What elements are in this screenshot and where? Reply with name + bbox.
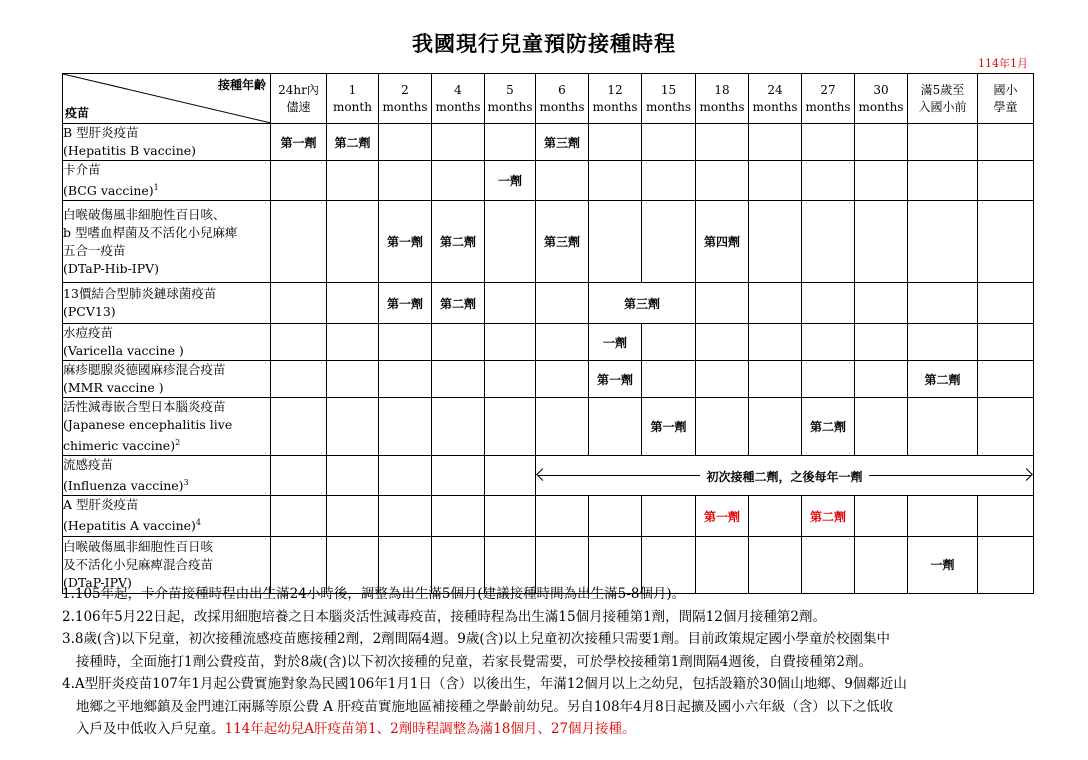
vaccine-row bbox=[63, 496, 1034, 536]
empty-cell bbox=[802, 324, 855, 361]
empty-cell bbox=[749, 398, 802, 456]
empty-cell bbox=[978, 161, 1034, 201]
empty-cell bbox=[855, 201, 908, 283]
dose-cell: 第二劑 bbox=[802, 496, 855, 536]
dose-cell bbox=[327, 456, 379, 496]
vaccine-name-line: 流感疫苗 bbox=[63, 457, 114, 473]
empty-cell bbox=[432, 361, 485, 398]
vaccine-axis-label: 疫苗 bbox=[65, 106, 90, 120]
empty-cell bbox=[485, 496, 536, 536]
vaccine-name-line: 五合一疫苗 bbox=[63, 242, 126, 258]
vaccine-name-cell bbox=[63, 124, 271, 161]
empty-cell bbox=[432, 161, 485, 201]
empty-cell bbox=[642, 124, 696, 161]
vaccine-name-cell bbox=[63, 283, 271, 324]
hepatitis-a-schedule-change: 114年起幼兒A肝疫苗第1、2劑時程調整為滿18個月、27個月接種。 bbox=[224, 721, 636, 737]
empty-cell bbox=[908, 324, 978, 361]
vaccine-row bbox=[63, 456, 1034, 496]
empty-cell bbox=[379, 496, 432, 536]
age-header: 30 months bbox=[855, 74, 908, 124]
empty-cell bbox=[749, 124, 802, 161]
empty-cell bbox=[589, 201, 642, 283]
empty-cell bbox=[536, 496, 589, 536]
age-header: 國小 學童 bbox=[978, 74, 1034, 124]
empty-cell bbox=[485, 398, 536, 456]
empty-cell bbox=[978, 124, 1034, 161]
vaccine-name-line: 13價結合型肺炎鏈球菌疫苗 bbox=[63, 286, 217, 302]
empty-cell bbox=[432, 124, 485, 161]
vaccine-name-line: (Japanese encephalitis live bbox=[63, 417, 233, 433]
age-header: 6 months bbox=[536, 74, 589, 124]
vaccine-name-line: (Influenza vaccine)$^3$ bbox=[63, 478, 189, 494]
empty-cell bbox=[696, 361, 749, 398]
vaccine-name-line: A 型肝炎疫苗 bbox=[63, 497, 139, 513]
empty-cell bbox=[327, 161, 379, 201]
footnote-2: 2.106年5月22日起，改採用細胞培養之日本腦炎活性減毒疫苗，接種時程為出生滿15個月接種第1劑，間隔12個月接種第2劑。 bbox=[62, 608, 826, 625]
empty-cell bbox=[802, 201, 855, 283]
vaccine-name-line: chimeric vaccine)$^2$ bbox=[63, 438, 181, 454]
empty-cell bbox=[271, 398, 327, 456]
vaccine-name-cell bbox=[63, 361, 271, 398]
empty-cell bbox=[696, 324, 749, 361]
dose-cell: 第二劑 bbox=[802, 398, 855, 456]
vaccine-row bbox=[63, 324, 1034, 361]
empty-cell bbox=[271, 161, 327, 201]
vaccine-row bbox=[63, 161, 1034, 201]
dose-cell: 第二劑 bbox=[432, 283, 485, 324]
age-header: 15 months bbox=[642, 74, 696, 124]
footnote-marker: 1 bbox=[153, 183, 159, 192]
dose-cell: 第三劑 bbox=[536, 201, 589, 283]
footnote-1: 1.105年起，卡介苗接種時程由出生滿24小時後，調整為出生滿5個月(建議接種時間為出生滿5-8個月)。 bbox=[62, 586, 686, 602]
age-header: 27 months bbox=[802, 74, 855, 124]
vaccine-name-line: (DTaP-IPV) bbox=[63, 574, 132, 590]
dose-cell: 第三劑 bbox=[536, 124, 589, 161]
dose-cell: 第二劑 bbox=[908, 361, 978, 398]
vaccine-name-line: 及不活化小兒麻痺混合疫苗 bbox=[63, 556, 214, 572]
empty-cell bbox=[978, 201, 1034, 283]
empty-cell bbox=[379, 361, 432, 398]
age-header: 5 months bbox=[485, 74, 536, 124]
vaccine-name-line: 白喉破傷風非細胞性百日咳 bbox=[63, 538, 214, 554]
revision-date: 114年1月 bbox=[978, 57, 1028, 70]
empty-cell bbox=[432, 496, 485, 536]
empty-cell bbox=[749, 201, 802, 283]
empty-cell bbox=[589, 496, 642, 536]
empty-cell bbox=[589, 161, 642, 201]
empty-cell bbox=[379, 124, 432, 161]
empty-cell bbox=[642, 161, 696, 201]
empty-cell bbox=[589, 398, 642, 456]
empty-cell bbox=[379, 324, 432, 361]
empty-cell bbox=[271, 496, 327, 536]
influenza-span-cell bbox=[536, 456, 1034, 496]
empty-cell bbox=[802, 124, 855, 161]
empty-cell bbox=[642, 201, 696, 283]
vaccine-name-cell bbox=[63, 201, 271, 283]
empty-cell bbox=[978, 283, 1034, 324]
empty-cell bbox=[327, 398, 379, 456]
empty-cell bbox=[978, 496, 1034, 536]
dose-cell: 一劑 bbox=[485, 161, 536, 201]
dose-cell: 第三劑 bbox=[589, 283, 696, 324]
empty-cell bbox=[271, 361, 327, 398]
vaccine-name-line: 麻疹腮腺炎德國麻疹混合疫苗 bbox=[63, 362, 226, 378]
vaccine-name-cell bbox=[63, 496, 271, 536]
age-header: 滿5歲至 入國小前 bbox=[908, 74, 978, 124]
vaccine-name-cell bbox=[63, 161, 271, 201]
empty-cell bbox=[536, 361, 589, 398]
empty-cell bbox=[642, 324, 696, 361]
dose-cell: 第一劑 bbox=[589, 361, 642, 398]
empty-cell bbox=[908, 201, 978, 283]
empty-cell bbox=[642, 496, 696, 536]
empty-cell bbox=[908, 124, 978, 161]
empty-cell bbox=[908, 496, 978, 536]
empty-cell bbox=[536, 324, 589, 361]
vaccine-row bbox=[63, 283, 1034, 324]
empty-cell bbox=[485, 361, 536, 398]
vaccine-name-line: (DTaP-Hib-IPV) bbox=[63, 260, 160, 276]
empty-cell bbox=[855, 398, 908, 456]
empty-cell bbox=[536, 283, 589, 324]
empty-cell bbox=[327, 496, 379, 536]
empty-cell bbox=[696, 161, 749, 201]
empty-cell bbox=[749, 324, 802, 361]
vaccine-name-line: (MMR vaccine ) bbox=[63, 380, 164, 396]
empty-cell bbox=[696, 124, 749, 161]
vaccine-name-line: 白喉破傷風非細胞性百日咳、 bbox=[63, 206, 226, 222]
empty-cell bbox=[642, 361, 696, 398]
vaccination-schedule-table bbox=[62, 73, 1034, 594]
footnote-3: 3.8歲(含)以下兒童，初次接種流感疫苗應接種2劑，2劑間隔4週。9歲(含)以上兒童初次接種只需要1劑。目前政策規定國小學童於校園集中 bbox=[62, 631, 890, 647]
footnote-3-continued: 接種時，全面施打1劑公費疫苗，對於8歲(含)以下初次接種的兒童，若家長覺需要，可於學校接種第1劑間隔4週後，自費接種第2劑。 bbox=[76, 653, 872, 670]
age-header: 12 months bbox=[589, 74, 642, 124]
dose-cell: 第一劑 bbox=[379, 283, 432, 324]
empty-cell bbox=[485, 201, 536, 283]
empty-cell bbox=[978, 324, 1034, 361]
empty-cell bbox=[432, 324, 485, 361]
empty-cell bbox=[485, 324, 536, 361]
empty-cell bbox=[855, 161, 908, 201]
dose-cell bbox=[432, 456, 485, 496]
vaccine-name-cell bbox=[63, 398, 271, 456]
empty-cell bbox=[802, 361, 855, 398]
empty-cell bbox=[271, 283, 327, 324]
vaccine-row bbox=[63, 201, 1034, 283]
vaccine-rows bbox=[63, 124, 1034, 594]
empty-cell bbox=[908, 283, 978, 324]
vaccine-name-line: 水痘疫苗 bbox=[63, 325, 114, 341]
age-header: 4 months bbox=[432, 74, 485, 124]
empty-cell bbox=[485, 283, 536, 324]
dose-cell: 第一劑 bbox=[271, 124, 327, 161]
empty-cell bbox=[536, 398, 589, 456]
dose-cell: 一劑 bbox=[908, 536, 978, 593]
empty-cell bbox=[802, 161, 855, 201]
footnotes bbox=[62, 583, 1042, 741]
dose-cell bbox=[379, 456, 432, 496]
footnote-4: 4.A型肝炎疫苗107年1月起公費實施對象為民國106年1月1日（含）以後出生，年滿12個月以上之幼兒，包括設籍於30個山地鄉、9個鄰近山 bbox=[62, 676, 907, 692]
dose-cell bbox=[485, 456, 536, 496]
empty-cell bbox=[978, 361, 1034, 398]
footnote-4-continued-2: 入戶及中低收入戶兒童。114年起幼兒A肝疫苗第1、2劑時程調整為滿18個月、27個月接種。 bbox=[76, 721, 636, 737]
dose-cell bbox=[271, 456, 327, 496]
footnote-4-continued: 地鄉之平地鄉鎮及金門連江兩縣等原公費 A 肝疫苗實施地區補接種之學齡前幼兒。另自108年4月8日起擴及國小六年級（含）以下之低收 bbox=[76, 698, 894, 715]
page-title: 我國現行兒童預防接種時程 bbox=[412, 31, 676, 56]
vaccine-row bbox=[63, 124, 1034, 161]
empty-cell bbox=[271, 324, 327, 361]
age-header: 18 months bbox=[696, 74, 749, 124]
vaccine-name-cell bbox=[63, 456, 271, 496]
dose-cell: 第四劑 bbox=[696, 201, 749, 283]
empty-cell bbox=[855, 496, 908, 536]
vaccine-name-line: (BCG vaccine)$^1$ bbox=[63, 183, 159, 199]
empty-cell bbox=[696, 398, 749, 456]
empty-cell bbox=[749, 161, 802, 201]
influenza-schedule-text: 初次接種二劑，之後每年一劑 bbox=[700, 470, 868, 484]
empty-cell bbox=[327, 201, 379, 283]
empty-cell bbox=[379, 398, 432, 456]
empty-cell bbox=[432, 398, 485, 456]
empty-cell bbox=[327, 283, 379, 324]
empty-cell bbox=[271, 201, 327, 283]
empty-cell bbox=[749, 361, 802, 398]
vaccine-name-cell bbox=[63, 324, 271, 361]
vaccine-name-line: b 型嗜血桿菌及不活化小兒麻痺 bbox=[63, 224, 238, 240]
empty-cell bbox=[589, 124, 642, 161]
vaccine-name-line: (Hepatitis A vaccine)$^4$ bbox=[63, 518, 201, 534]
age-header: 24hr內 儘速 bbox=[271, 74, 327, 124]
vaccine-name-line: B 型肝炎疫苗 bbox=[63, 125, 139, 140]
dose-cell: 第一劑 bbox=[379, 201, 432, 283]
empty-cell bbox=[978, 398, 1034, 456]
empty-cell bbox=[749, 496, 802, 536]
vaccine-name-line: 活性減毒嵌合型日本腦炎疫苗 bbox=[63, 399, 226, 415]
empty-cell bbox=[855, 361, 908, 398]
age-header: 24 months bbox=[749, 74, 802, 124]
footnote-marker: 3 bbox=[183, 478, 189, 488]
empty-cell bbox=[855, 124, 908, 161]
empty-cell bbox=[749, 283, 802, 324]
dose-cell: 第一劑 bbox=[642, 398, 696, 456]
dose-cell: 一劑 bbox=[589, 324, 642, 361]
empty-cell bbox=[536, 161, 589, 201]
empty-cell bbox=[908, 398, 978, 456]
empty-cell bbox=[485, 124, 536, 161]
vaccine-row bbox=[63, 398, 1034, 456]
dose-cell: 第二劑 bbox=[327, 124, 379, 161]
diagonal-header-cell bbox=[63, 74, 271, 124]
empty-cell bbox=[696, 283, 749, 324]
footnote-marker: 4 bbox=[195, 518, 201, 528]
dose-cell: 第二劑 bbox=[432, 201, 485, 283]
empty-cell bbox=[327, 324, 379, 361]
empty-cell bbox=[908, 161, 978, 201]
vaccine-name-line: 卡介苗 bbox=[63, 162, 101, 177]
vaccine-row bbox=[63, 361, 1034, 398]
footnote-marker: 2 bbox=[175, 438, 181, 448]
age-header: 1 month bbox=[327, 74, 379, 124]
empty-cell bbox=[855, 324, 908, 361]
vaccine-name-line: (PCV13) bbox=[63, 304, 116, 320]
vaccine-name-line: (Hepatitis B vaccine) bbox=[63, 143, 197, 158]
empty-cell bbox=[327, 361, 379, 398]
header-row bbox=[63, 74, 1034, 124]
age-header: 2 months bbox=[379, 74, 432, 124]
vaccine-name-line: (Varicella vaccine ) bbox=[63, 343, 184, 359]
dose-cell: 第一劑 bbox=[696, 496, 749, 536]
empty-cell bbox=[802, 283, 855, 324]
empty-cell bbox=[855, 283, 908, 324]
empty-cell bbox=[379, 161, 432, 201]
age-axis-label: 接種年齡 bbox=[217, 78, 266, 92]
